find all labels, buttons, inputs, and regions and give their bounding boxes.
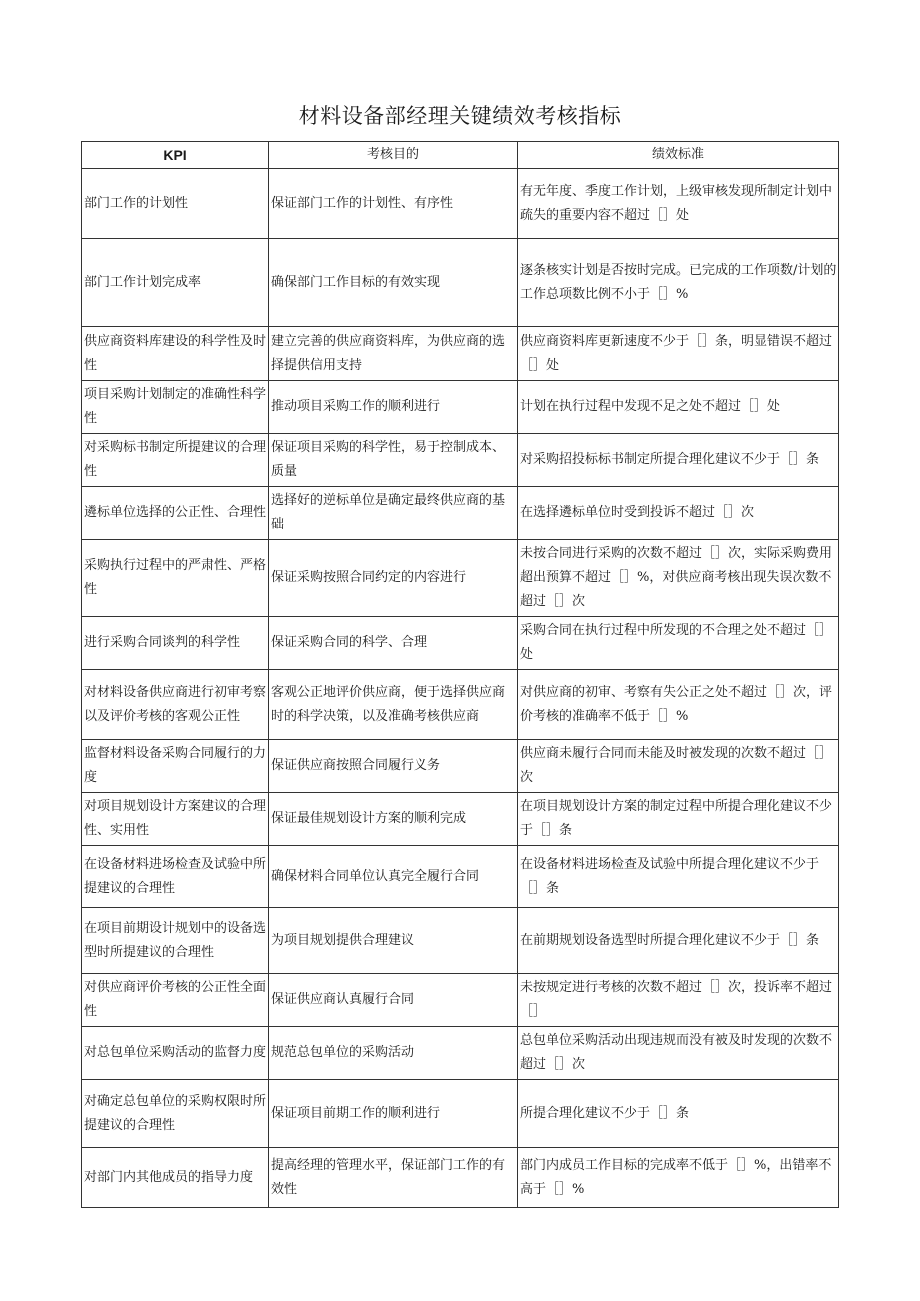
- cell-purpose: 确保部门工作目标的有效实现: [269, 239, 518, 327]
- cell-purpose: 保证采购合同的科学、合理: [269, 617, 518, 670]
- table-row: [82, 670, 839, 740]
- cell-kpi: 部门工作的计划性: [82, 169, 269, 239]
- cell-purpose: 保证项目前期工作的顺利进行: [269, 1080, 518, 1148]
- header-kpi: KPI: [82, 142, 269, 169]
- table-row: [82, 974, 839, 1027]
- cell-kpi: 供应商资料库建设的科学性及时性: [82, 327, 269, 381]
- cell-kpi: 监督材料设备采购合同履行的力度: [82, 740, 269, 793]
- table-row: [82, 617, 839, 670]
- cell-standard: 总包单位采购活动出现违规而没有被及时发现的次数不超过［］次: [518, 1027, 839, 1080]
- cell-standard: 在设备材料进场检查及试验中所提合理化建议不少于［］条: [518, 846, 839, 908]
- table-row: [82, 908, 839, 974]
- header-standard: 绩效标准: [518, 142, 839, 169]
- cell-purpose: 选择好的逆标单位是确定最终供应商的基础: [269, 487, 518, 540]
- cell-standard: 有无年度、季度工作计划，上级审核发现所制定计划中疏失的重要内容不超过［］处: [518, 169, 839, 239]
- cell-purpose: 确保材料合同单位认真完全履行合同: [269, 846, 518, 908]
- cell-kpi: 对总包单位采购活动的监督力度: [82, 1027, 269, 1080]
- page-title: 材料设备部经理关键绩效考核指标: [298, 104, 622, 128]
- cell-kpi: 对部门内其他成员的指导力度: [82, 1148, 269, 1208]
- header-purpose: 考核目的: [269, 142, 518, 169]
- table-row: [82, 540, 839, 617]
- cell-standard: 在前期规划设备选型时所提合理化建议不少于［］条: [518, 908, 839, 974]
- cell-purpose: 为项目规划提供合理建议: [269, 908, 518, 974]
- table-row: [82, 169, 839, 239]
- cell-kpi: 采购执行过程中的严肃性、严格性: [82, 540, 269, 617]
- cell-purpose: 保证最佳规划设计方案的顺利完成: [269, 793, 518, 846]
- cell-standard: 在项目规划设计方案的制定过程中所提合理化建议不少于［］条: [518, 793, 839, 846]
- table-row: [82, 793, 839, 846]
- table-body: [82, 169, 839, 1208]
- cell-purpose: 保证项目采购的科学性，易于控制成本、质量: [269, 434, 518, 487]
- table-row: [82, 487, 839, 540]
- cell-purpose: 建立完善的供应商资料库，为供应商的选择提供信用支持: [269, 327, 518, 381]
- cell-purpose: 规范总包单位的采购活动: [269, 1027, 518, 1080]
- cell-purpose: 保证采购按照合同约定的内容进行: [269, 540, 518, 617]
- cell-standard: 未按规定进行考核的次数不超过［］次，投诉率不超过［］: [518, 974, 839, 1027]
- cell-kpi: 对确定总包单位的采购权限时所提建议的合理性: [82, 1080, 269, 1148]
- cell-purpose: 推动项目采购工作的顺利进行: [269, 381, 518, 434]
- cell-purpose: 提高经理的管理水平，保证部门工作的有效性: [269, 1148, 518, 1208]
- cell-standard: 对采购招投标标书制定所提合理化建议不少于［］条: [518, 434, 839, 487]
- table-header-row: [82, 142, 839, 169]
- cell-standard: 供应商未履行合同而未能及时被发现的次数不超过［］次: [518, 740, 839, 793]
- cell-standard: 逐条核实计划是否按时完成。已完成的工作项数/计划的工作总项数比例不小于［］%: [518, 239, 839, 327]
- table-row: [82, 381, 839, 434]
- kpi-table: [81, 141, 839, 1208]
- cell-standard: 未按合同进行采购的次数不超过［］次，实际采购费用超出预算不超过［］%，对供应商考核出现失误次数不超过［］次: [518, 540, 839, 617]
- table-row: [82, 1027, 839, 1080]
- cell-kpi: 进行采购合同谈判的科学性: [82, 617, 269, 670]
- cell-kpi: 对采购标书制定所提建议的合理性: [82, 434, 269, 487]
- cell-standard: 供应商资料库更新速度不少于［］条，明显错误不超过［］处: [518, 327, 839, 381]
- table-row: [82, 327, 839, 381]
- cell-standard: 计划在执行过程中发现不足之处不超过［］处: [518, 381, 839, 434]
- cell-kpi: 在项目前期设计规划中的设备选型时所提建议的合理性: [82, 908, 269, 974]
- cell-kpi: 对供应商评价考核的公正性全面性: [82, 974, 269, 1027]
- table-row: [82, 740, 839, 793]
- table-row: [82, 434, 839, 487]
- cell-purpose: 客观公正地评价供应商，便于选择供应商时的科学决策，以及准确考核供应商: [269, 670, 518, 740]
- cell-kpi: 对材料设备供应商进行初审考察以及评价考核的客观公正性: [82, 670, 269, 740]
- cell-standard: 在选择遴标单位时受到投诉不超过［］次: [518, 487, 839, 540]
- cell-purpose: 保证供应商按照合同履行义务: [269, 740, 518, 793]
- cell-purpose: 保证部门工作的计划性、有序性: [269, 169, 518, 239]
- cell-kpi: 在设备材料进场检查及试验中所提建议的合理性: [82, 846, 269, 908]
- cell-standard: 所提合理化建议不少于［］条: [518, 1080, 839, 1148]
- cell-kpi: 对项目规划设计方案建议的合理性、实用性: [82, 793, 269, 846]
- cell-standard: 采购合同在执行过程中所发现的不合理之处不超过［］处: [518, 617, 839, 670]
- table-row: [82, 239, 839, 327]
- cell-standard: 对供应商的初审、考察有失公正之处不超过［］次，评价考核的准确率不低于［］%: [518, 670, 839, 740]
- cell-kpi: 遴标单位选择的公正性、合理性: [82, 487, 269, 540]
- cell-kpi: 部门工作计划完成率: [82, 239, 269, 327]
- table-row: [82, 846, 839, 908]
- cell-standard: 部门内成员工作目标的完成率不低于［］%，出错率不高于［］%: [518, 1148, 839, 1208]
- cell-purpose: 保证供应商认真履行合同: [269, 974, 518, 1027]
- table-row: [82, 1148, 839, 1208]
- table-row: [82, 1080, 839, 1148]
- cell-kpi: 项目采购计划制定的准确性科学性: [82, 381, 269, 434]
